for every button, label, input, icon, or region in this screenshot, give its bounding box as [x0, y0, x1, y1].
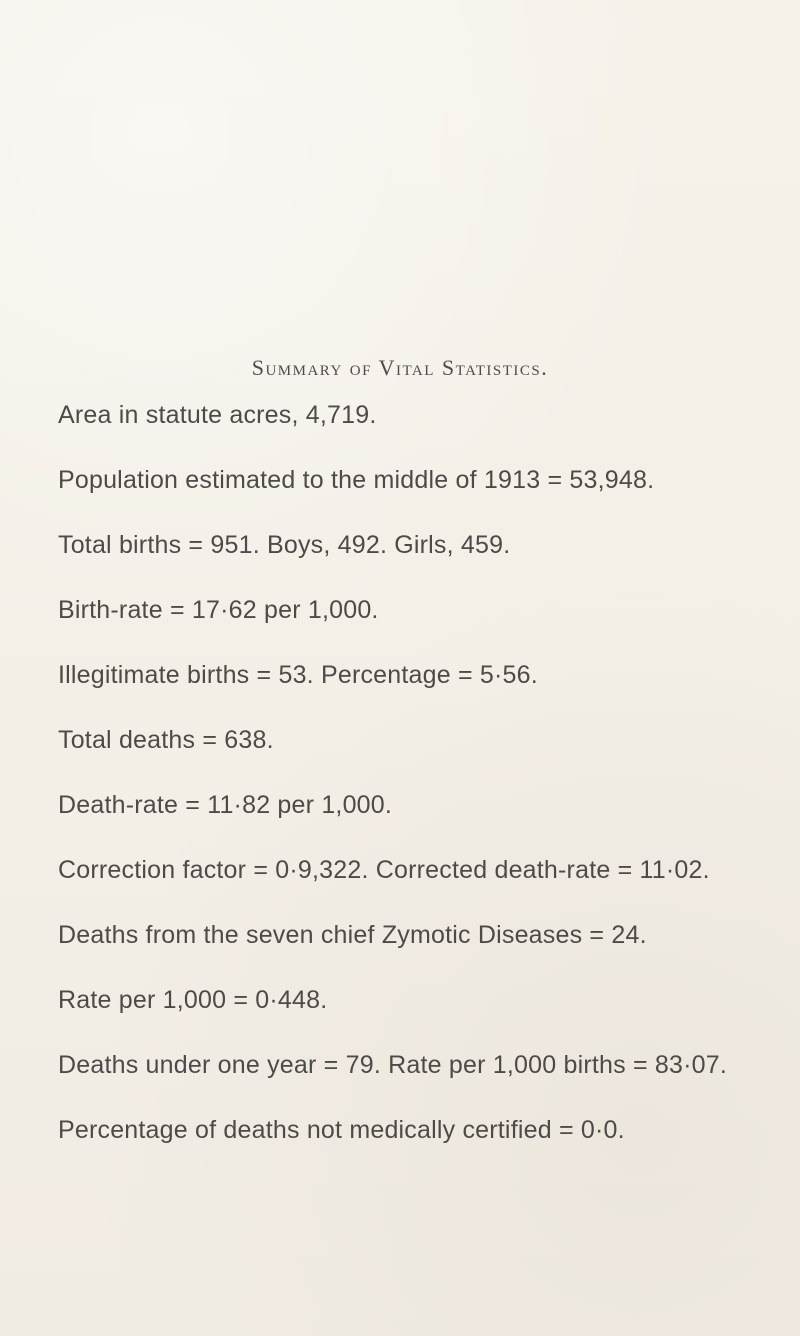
- total-births-line: Total births = 951. Boys, 492. Girls, 459.: [58, 531, 511, 559]
- death-rate-line: Death-rate = 11·82 per 1,000.: [58, 791, 393, 819]
- total-deaths-line: Total deaths = 638.: [58, 726, 274, 754]
- zymotic-rate-line: Rate per 1,000 = 0·448.: [58, 986, 328, 1014]
- illegitimate-births-line: Illegitimate births = 53. Percentage = 5·56.: [58, 661, 538, 689]
- correction-factor-line: Correction factor = 0·9,322. Corrected death-rate = 11·02.: [58, 856, 710, 884]
- zymotic-deaths-line: Deaths from the seven chief Zymotic Diseases = 24.: [58, 921, 647, 949]
- not-certified-line: Percentage of deaths not medically certified = 0·0.: [58, 1116, 625, 1144]
- population-line: Population estimated to the middle of 1913 = 53,948.: [58, 466, 655, 494]
- area-line: Area in statute acres, 4,719.: [58, 401, 377, 429]
- page-title: Summary of Vital Statistics.: [251, 355, 549, 380]
- birth-rate-line: Birth-rate = 17·62 per 1,000.: [58, 596, 379, 624]
- infant-deaths-line: Deaths under one year = 79. Rate per 1,000 births = 83·07.: [58, 1051, 727, 1079]
